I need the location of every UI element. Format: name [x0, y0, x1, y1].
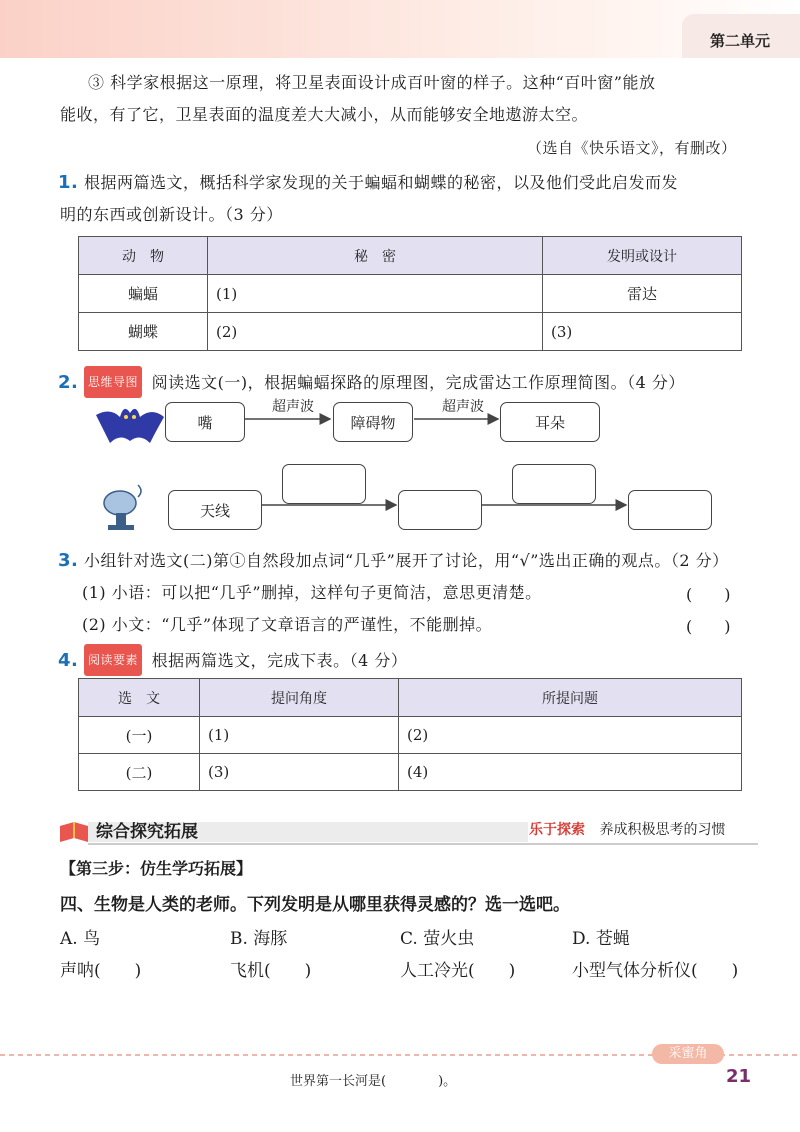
- table-row: [79, 275, 742, 313]
- invention-airplane[interactable]: 飞机( ): [230, 961, 312, 981]
- q1-table-header: [79, 237, 742, 275]
- corner-tag: 采蜜角: [652, 1044, 724, 1064]
- q4-tag: 阅读要素: [84, 644, 142, 676]
- q4-answer-cell[interactable]: (3): [200, 754, 399, 791]
- q1-table: [78, 236, 742, 351]
- q4-table-header: [79, 679, 742, 717]
- unit-label: 第二单元: [709, 32, 770, 50]
- q4-header-question: 所提问题: [399, 679, 742, 717]
- q4-answer-cell[interactable]: (4): [399, 754, 742, 791]
- q2-number: 2.: [58, 372, 79, 393]
- q3-line: [58, 546, 729, 576]
- book-icon: [60, 822, 88, 842]
- q3-item-2: (2) 小文：“几乎”体现了文章语言的严谨性，不能删掉。: [82, 615, 493, 634]
- option-d: D. 苍蝇: [572, 929, 630, 949]
- bat-arrow-label-1: 超声波: [272, 399, 314, 415]
- q2-tag: 思维导图: [84, 366, 142, 398]
- q4-cell-passage: (一): [79, 717, 200, 754]
- table-row: [79, 313, 742, 351]
- passage-line-2: 能收，有了它，卫星表面的温度差大大减小，从而能够安全地遨游太空。: [60, 105, 589, 124]
- header-band: [0, 0, 800, 58]
- bat-arrow-label-2: 超声波: [442, 399, 484, 415]
- page-number: 21: [726, 1066, 752, 1087]
- q4-answer-cell[interactable]: (1): [200, 717, 399, 754]
- q2-text: 阅读选文(一)，根据蝙蝠探路的原理图，完成雷达工作原理简图。（4 分）: [151, 373, 685, 392]
- invention-gas-analyzer[interactable]: 小型气体分析仪( ): [572, 961, 739, 981]
- section-motto-b: 养成积极思考的习惯: [599, 822, 726, 838]
- q4-table: [78, 678, 742, 791]
- option-a: A. 鸟: [60, 929, 101, 949]
- q4-line: [58, 644, 407, 676]
- passage-line-1: ③ 科学家根据这一原理，将卫星表面设计成百叶窗的样子。这种“百叶窗”能放: [88, 73, 656, 92]
- passage-source: （选自《快乐语文》，有删改）: [527, 139, 737, 157]
- radar-answer-box-top-1[interactable]: [282, 464, 366, 504]
- q1-cell-animal: 蝴蝶: [79, 313, 208, 351]
- q3-number: 3.: [58, 550, 79, 571]
- q1-number: 1.: [58, 172, 79, 193]
- bat-icon: [96, 409, 164, 443]
- q1-answer-cell[interactable]: (1): [208, 275, 543, 313]
- q-four-title: 四、生物是人类的老师。下列发明是从哪里获得灵感的？选一选吧。: [60, 895, 570, 915]
- invention-cold-light[interactable]: 人工冷光( ): [400, 961, 516, 981]
- q1-answer-cell[interactable]: (3): [543, 313, 742, 351]
- q4-cell-passage: (二): [79, 754, 200, 791]
- invention-sonar[interactable]: 声呐( ): [60, 961, 142, 981]
- table-row: [79, 717, 742, 754]
- option-b: B. 海豚: [230, 929, 288, 949]
- section-title: 综合探究拓展: [96, 822, 198, 842]
- bat-box-mouth: 嘴: [165, 402, 245, 442]
- q1-text-1: 根据两篇选文，概括科学家发现的关于蝙蝠和蝴蝶的秘密，以及他们受此启发而发: [83, 173, 678, 192]
- q3-answer-2[interactable]: ( ): [686, 617, 731, 636]
- q3-item-1: (1) 小语：可以把“几乎”删掉，这样句子更简洁，意思更清楚。: [82, 583, 542, 602]
- q3-text: 小组针对选文(二)第①自然段加点词“几乎”展开了讨论，用“√”选出正确的观点。（2 分）: [83, 551, 729, 570]
- q4-text: 根据两篇选文，完成下表。（4 分）: [151, 651, 408, 670]
- bat-box-obstacle: 障碍物: [333, 402, 413, 442]
- q2-line: [58, 366, 685, 398]
- q1-header-invention: 发明或设计: [543, 237, 742, 275]
- step-title: 【第三步：仿生学巧拓展】: [60, 859, 253, 878]
- option-c: C. 萤火虫: [400, 929, 475, 949]
- bat-box-ear: 耳朵: [500, 402, 600, 442]
- q1-cell-animal: 蝙蝠: [79, 275, 208, 313]
- q4-header-passage: 选 文: [79, 679, 200, 717]
- q1-answer-cell[interactable]: (2): [208, 313, 543, 351]
- q1-header-animal: 动 物: [79, 237, 208, 275]
- q4-answer-cell[interactable]: (2): [399, 717, 742, 754]
- q1-text-2: 明的东西或创新设计。（3 分）: [60, 205, 283, 224]
- radar-dish-icon: [104, 485, 141, 530]
- q4-header-angle: 提问角度: [200, 679, 399, 717]
- q1-header-secret: 秘 密: [208, 237, 543, 275]
- radar-box-antenna: 天线: [168, 490, 262, 530]
- section-motto-a: 乐于探索: [529, 822, 585, 838]
- section-motto: [529, 819, 725, 839]
- radar-answer-box-mid[interactable]: [398, 490, 482, 530]
- table-row: [79, 754, 742, 791]
- footer-riddle: 世界第一长河是( )。: [290, 1074, 457, 1089]
- radar-answer-box-top-2[interactable]: [512, 464, 596, 504]
- q1-cell-invention: 雷达: [543, 275, 742, 313]
- q4-number: 4.: [58, 650, 79, 671]
- radar-answer-box-end[interactable]: [628, 490, 712, 530]
- q3-answer-1[interactable]: ( ): [686, 585, 731, 604]
- q1-line-1: [58, 168, 678, 198]
